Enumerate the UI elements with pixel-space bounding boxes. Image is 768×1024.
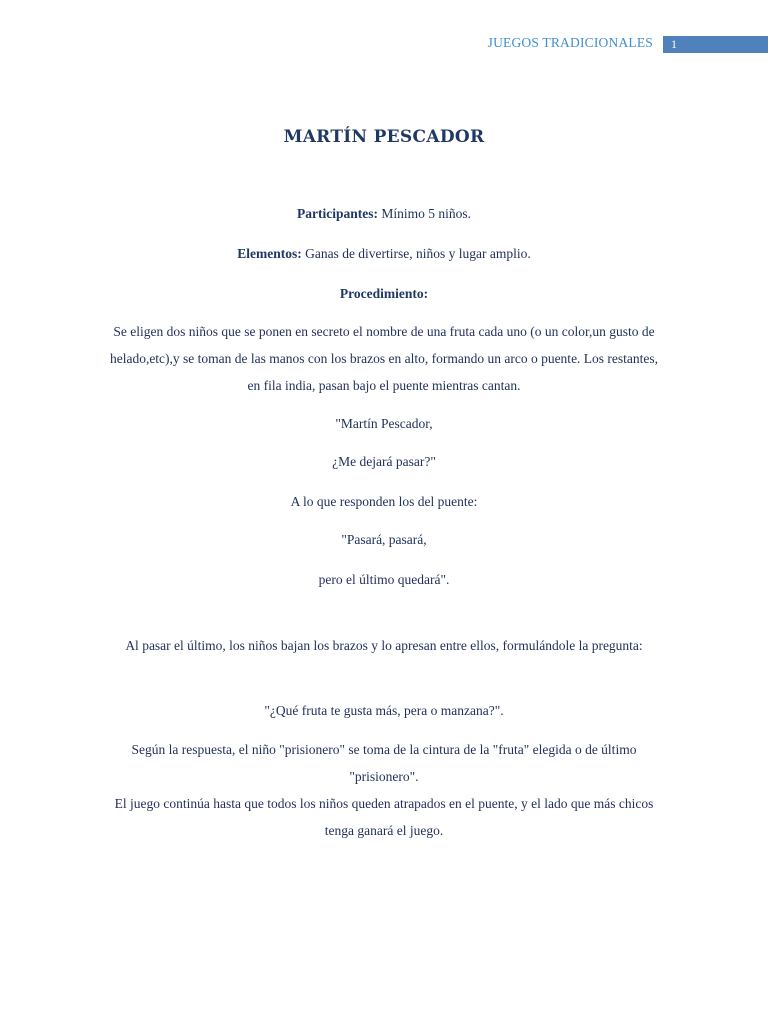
participants-value: Mínimo 5 niños. bbox=[377, 206, 471, 221]
document-title: MARTÍN PESCADOR bbox=[283, 127, 485, 147]
song-line-1: "Martín Pescador, bbox=[335, 416, 433, 431]
capture-paragraph: Al pasar el último, los niños bajan los brazos y lo apresan entre ellos, formulándole la pregunta: bbox=[125, 638, 643, 653]
end-paragraph: El juego continúa hasta que todos los niños queden atrapados en el puente, y el lado que más chicos tenga ganará el juego. bbox=[114, 796, 654, 838]
participants-line bbox=[100, 206, 668, 222]
response-intro: A lo que responden los del puente: bbox=[290, 494, 478, 509]
page-header bbox=[0, 33, 768, 53]
page-number-badge: 1 bbox=[663, 36, 768, 53]
song-line-2: ¿Me dejará pasar?" bbox=[332, 454, 436, 469]
elements-line bbox=[100, 246, 668, 262]
question-line: "¿Qué fruta te gusta más, pera o manzana?". bbox=[264, 703, 504, 718]
elements-value: Ganas de divertirse, niños y lugar amplio. bbox=[301, 246, 531, 261]
elements-label: Elementos: bbox=[237, 246, 302, 261]
procedure-label: Procedimiento: bbox=[339, 286, 429, 301]
answer-paragraph: Según la respuesta, el niño "prisionero" se toma de la cintura de la "fruta" elegida o de último "prisionero". bbox=[131, 742, 637, 784]
header-title: JUEGOS TRADICIONALES bbox=[487, 35, 653, 50]
intro-paragraph: Se eligen dos niños que se ponen en secreto el nombre de una fruta cada uno (o un color,un gusto de helado,etc),y se toman de las manos con los brazos en alto, formando un arco o puente. Los restantes, en fila india, pasan bajo el puente mientras cantan. bbox=[109, 324, 659, 393]
participants-label: Participantes: bbox=[297, 206, 378, 221]
response-line-1: "Pasará, pasará, bbox=[341, 532, 427, 547]
response-line-2: pero el último quedará". bbox=[318, 572, 450, 587]
